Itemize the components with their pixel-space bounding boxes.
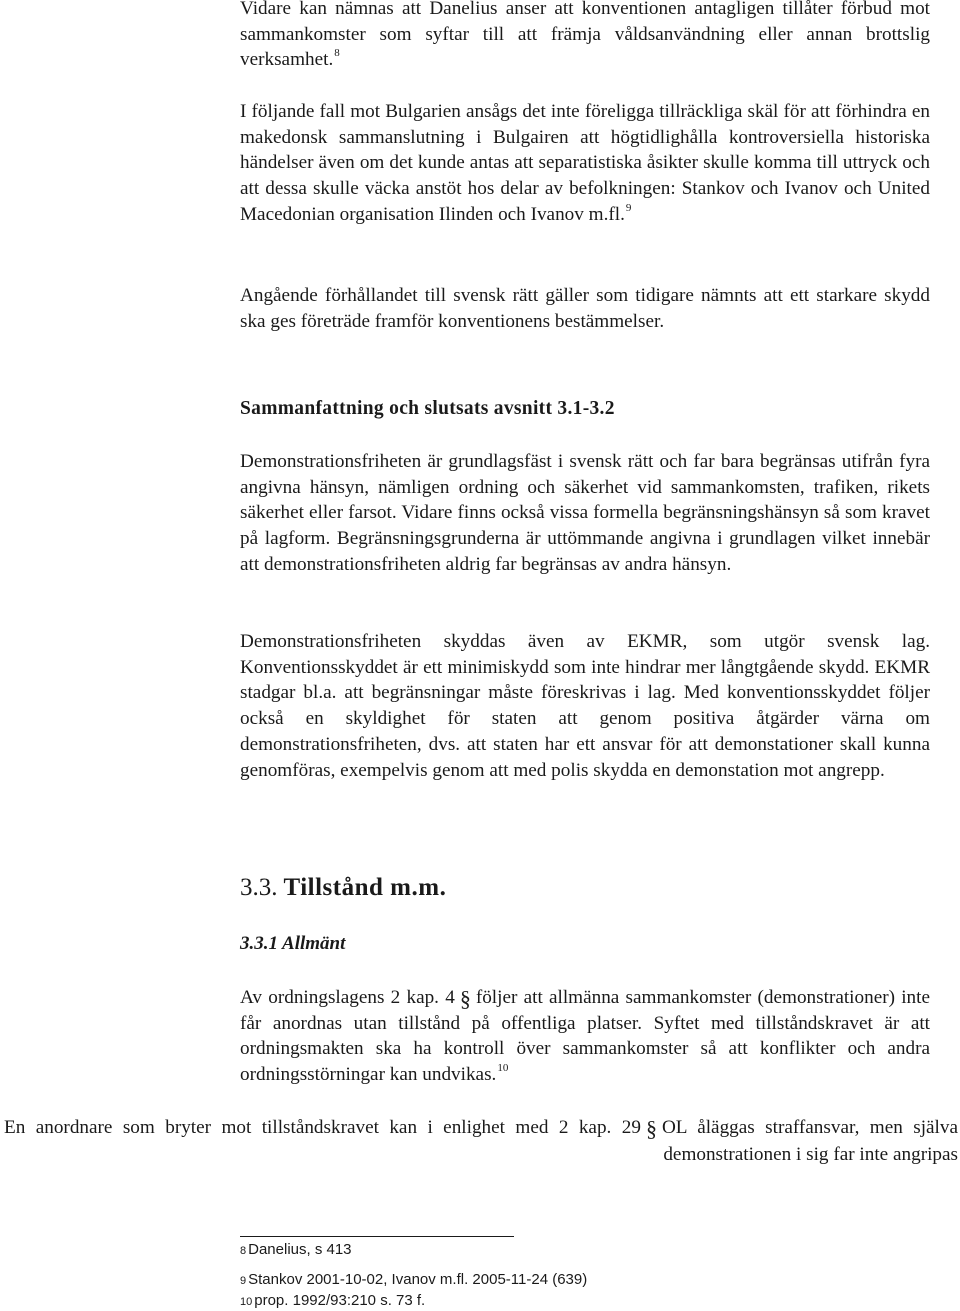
paragraph-text-start: Av ordningslagens 2 kap. 4 xyxy=(240,987,455,1008)
paragraph-ordningslagen xyxy=(240,985,930,1088)
paragraph-swedish-law xyxy=(240,283,930,334)
footnote-ref-8[interactable]: 8 xyxy=(334,47,340,60)
paragraph-text-end: OL åläggas straffansvar, men själva demonstrationen i sig far inte angripas xyxy=(661,1117,958,1165)
footnote-number: 8 xyxy=(240,1245,247,1257)
section-title: Tillstånd m.m. xyxy=(283,874,447,901)
footnote-text: Stankov 2001-10-02, Ivanov m.fl. 2005-11-24 (639) xyxy=(248,1271,588,1288)
paragraph-text-start: En anordnare som bryter mot tillståndskravet kan i enlighet med 2 kap. 29 xyxy=(4,1117,641,1138)
paragraph-sign-icon: § xyxy=(459,986,471,1011)
footnote-text: Danelius, s 413 xyxy=(248,1241,352,1258)
footnote-divider xyxy=(240,1236,514,1237)
paragraph-bulgaria-case xyxy=(240,99,930,228)
paragraph-text-end: följer att allmänna sammankomster (demonstrationer) inte får anordnas utan tillstånd på offentliga platser. Syftet med tillståndskravet är att ordningsmakten ska ha kontroll över sammankomster så att konflikter och andra ordningsstörningar kan undvikas. xyxy=(240,987,931,1086)
section-number: 3.3. xyxy=(240,874,278,901)
paragraph-sign-icon: § xyxy=(645,1116,657,1141)
paragraph-text: I följande fall mot Bulgarien ansågs det inte föreligga tillräckliga skäl för att förhindra en makedonsk sammanslutning i Bulgairen att högtidlighålla kontroversiella historiska händelser även om det kunde antas att separatistiska åsikter skulle komma till uttryck och att dessa skulle väcka anstöt hos delar av befolkningen: Stankov och Ivanov och United Macedonian organisation Ilinden och Ivanov m.fl. xyxy=(240,101,930,225)
paragraph-demonstration-freedom xyxy=(240,449,930,578)
heading-summary: Sammanfattning och slutsats avsnitt 3.1-3.2 xyxy=(240,398,615,419)
footnote-10 xyxy=(240,1292,425,1309)
paragraph-text: Vidare kan nämnas att Danelius anser att konventionen antagligen tillåter förbud mot sammankomster som syftar till att främja våldsanvändning eller annan brottslig verksamhet. xyxy=(240,0,930,71)
footnote-ref-10[interactable]: 10 xyxy=(497,1062,509,1075)
paragraph-text: Angående förhållandet till svensk rätt gäller som tidigare nämnts att ett starkare skydd ska ges företräde framför konventionens bestämmelser. xyxy=(240,285,930,332)
footnote-number: 9 xyxy=(240,1275,247,1287)
footnote-text: prop. 1992/93:210 s. 73 f. xyxy=(254,1292,426,1309)
footnote-8 xyxy=(240,1241,352,1258)
footnote-ref-9[interactable]: 9 xyxy=(625,201,632,214)
paragraph-organizer-liability xyxy=(4,1114,958,1168)
paragraph-ekmr xyxy=(240,629,930,783)
heading-section-3-3 xyxy=(240,874,446,902)
paragraph-danelius xyxy=(240,0,930,73)
footnote-number: 10 xyxy=(240,1296,253,1308)
footnote-9 xyxy=(240,1271,587,1288)
heading-subsection-allmant: 3.3.1 Allmänt xyxy=(240,933,346,954)
paragraph-text: Demonstrationsfriheten skyddas även av EKMR, som utgör svensk lag. Konventionsskyddet är ett minimiskydd som inte hindrar mer långtgående skydd. EKMR stadgar bl.a. att begränsningar måste föreskrivas i lag. Med konventionsskyddet följer också en skyldighet för staten att genom positiva åtgärder värna om demonstrationsfriheten, dvs. att staten har ett ansvar för att demonstationer skall kunna genomföras, exempelvis genom att med polis skydda en demonstation mot angrepp. xyxy=(240,631,930,781)
paragraph-text: Demonstrationsfriheten är grundlagsfäst i svensk rätt och far bara begränsas utifrån fyra angivna hänsyn, nämligen ordning och säkerhet vid sammankomsten, trafiken, rikets säkerhet eller farsot. Vidare finns också vissa formella begränsningshänsyn så som kravet på lagform. Begränsningsgrunderna är uttömmande angivna i grundlagen vilket innebär att demonstrationsfriheten aldrig far begränsas av andra hänsyn. xyxy=(240,451,930,575)
